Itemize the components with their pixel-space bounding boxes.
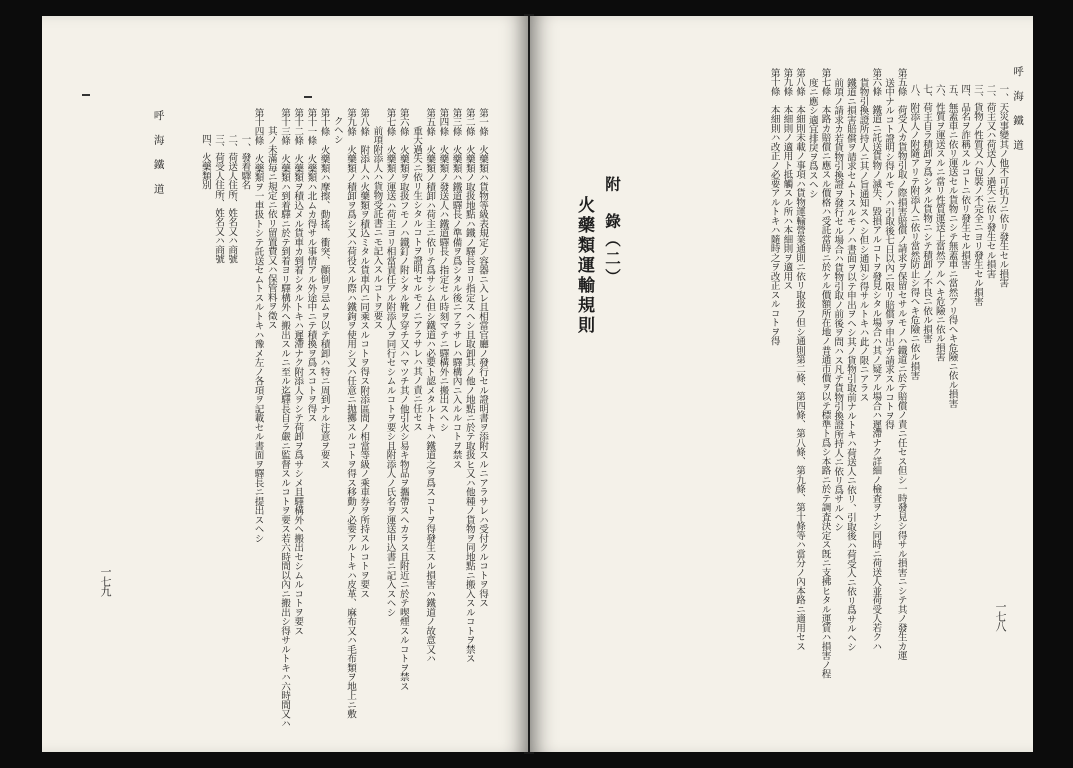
page-number: 一七九 <box>99 566 112 596</box>
text-column: 第六條 鐵道ニ託送貨物ノ滅失、毀損アルコトヲ發見シタル場合ハ其ノ疑アル場合ハ遲滯ナク詳細ノ檢査ヲナシ同時ニ荷送人並荷受人若クハ <box>870 68 882 651</box>
text-column: 五、無蓋車ニ依リ運送セル貨物ニシテ無蓋車ニ當然アリ得ヘキ危險ニ依ル損害 <box>946 84 958 408</box>
text-column: 八、附添人ノ附隨アリテ附添人ニ依リ當然防止シ得ヘキ危險ニ依ル損害 <box>908 84 920 380</box>
text-column: 七、荷主自ラ積卸ヲ爲シタル貨物ニシテ積卸ノ不良ニ依ル損害 <box>921 84 933 343</box>
text-column: 重大過失ニ依リ生シタルコトヲ證明セルモノニアラサレハ其ノ責ニ任セス <box>411 126 422 432</box>
text-column: 第七條 火藥類ノ運送ハ荷主ヨリ相當責任アル附添人ヲ同行セシムルコトヲ要シ且附添人ノ氏名ヲ運送申込書ニ記入スヘシ <box>384 108 396 617</box>
text-column: クヘシ <box>331 116 343 144</box>
text-column: 一、發着驛名 <box>239 134 251 190</box>
text-column: 前項ノ請求カ若貨物引換證ヲ發行セル場合ハ貨物引取ノ前後ヲ問ハス凡テ貨物引換證所持人ニ依リ爲サルヘシ <box>832 78 844 532</box>
text-column: 第十條 火藥類ハ摩擦、動搖、衝突、顚倒ヲ忌ムヲ以テ積卸ハ特ニ周到ナル注意ヲ要ス <box>318 108 330 469</box>
left-page <box>42 16 528 752</box>
text-column: 四、品名ヲ詐稱スルコトニ依リ發生セル損害 <box>959 84 971 269</box>
text-column: 鐵道ニ損害賠償ヲ請求セムトスルモノハ書面ヲ以テ申出ヲヘシ其ノ貨物引取前ナルトキハ荷送人ニ依リ、引取後ハ荷受人ニ依リ爲サルヘシ <box>844 78 856 652</box>
ink-mark <box>304 96 312 98</box>
text-column: 第十四條 火藥類ヲ一車扱トシテ託送セムトスルトキハ豫メ左ノ各項ヲ記載セル書面ヲ驛長ニ提出スヘシ <box>252 108 264 543</box>
text-column: 第十二條 火藥類ヲ積込メル貨車カ到着シタルトキハ遲滯ナク附添人ヲシテ荷卸ヲ爲サシメ且驛構外ヘ搬出セシムルコトヲ要ス <box>292 108 304 636</box>
text-column: 第八條 附添人ハ火藥類ヲ積込ミタル貨車內ニ同乘スルコトヲ得ス附添區間ノ相當等級ノ乘車券ヲ所持スルコトヲ要ス <box>358 108 370 599</box>
text-column: 第六條 火藥類ヲ取扱フモノハ鐵釘ノ附シタル靴ヲ穿チ又ハマツチ其ノ他引火シ易キ物品ヲ攜帶スヘカラス且附近ニ於テ喫煙スルコトヲ禁ス <box>397 108 409 691</box>
text-column: 第五條 火藥類ノ積卸ハ荷主ニ依リテ爲サシム但シ鐵道ハ必要ト認メタルトキハ鐵道之ヲ爲スコトヲ得發生スル損害ハ鐵道ノ故意又ハ <box>424 108 436 663</box>
text-column: 第五條 荷受人カ貨物引取ノ際損害賠償ノ請求ヲ保留セサルモノハ鐵道ニ於テ賠償ノ責ニ任セス但シ一時發見シ得サル損害ニシテ其ノ發生カ運 <box>895 68 907 660</box>
text-column: 二、荷主又ハ荷送人ノ過失ニ依リ發生セル損害 <box>984 84 996 279</box>
text-column: 貨物引換證所持人ニ其ノ旨通知スヘシ但シ通知シ得サルトキハ此ノ限ニアラス <box>857 78 869 402</box>
right-page <box>530 16 1033 752</box>
text-column: 呼 海 鐵 道 <box>1012 66 1024 151</box>
text-column: 第十條 本細則ハ改正ノ必要アルトキハ隨時之ヲ改正スルコトヲ得 <box>768 68 780 346</box>
text-column: 第三條 火藥類ハ鐵道驛長ノ準備ヲ爲シタル後ニアラサレハ驛構內ニ入ルルコトヲ禁ス <box>450 108 462 469</box>
text-column: 第一條 火藥類ハ貨物等級表規定ノ容器ニ入レ且相當官廳ノ發行セル證明書ヲ添附スルニアラサレハ受付クルコトヲ得ス <box>477 108 488 608</box>
text-column: 第十一條 火藥類ハ北ムカ得サル事情アル外途中ニテ積換ヲ爲スコトヲ得ス <box>305 108 317 423</box>
text-column: 前項附添人ハ貨物受託書ニモ記入スルコトヲ要ス <box>371 126 383 330</box>
ink-mark <box>82 94 90 96</box>
text-column: 第四條 火藥類ノ發送人ハ鐵道驛長ノ指定セル時刻マテニ驛構外ニ搬出スヘシ <box>437 108 449 432</box>
text-column: 第九條 本細則ノ適用ト抵觸スル所ハ本細則ヲ適用ス <box>781 68 793 290</box>
text-column: 第十三條 火藥類ハ到着驛ニ於テ到着ヨリ驛構外ヘ搬出スルニ至ル迄驛長自ラ嚴ニ監督スルコトヲ要ス若六時間以內ニ搬出シ得サルトキハ六時間又ハ <box>279 108 290 728</box>
text-column: 一、天災事變其ノ他不可抗力ニ依リ發生セル損害 <box>997 84 1009 288</box>
text-column: 送中ナルコト證明シ得ルモノハ引取後七日以內ニ限リ賠償ヲ申出テ請求スルコトヲ得 <box>883 78 894 430</box>
text-column: 呼 海 鐵 道 <box>152 110 165 195</box>
text-column: 第九條 火藥類ノ積卸ヲ爲シ又ハ荷役スル際ハ鐵鉤ヲ使用シ又ハ任意ニ抛擲スルコトヲ得ス移動ノ必要アルトキハ皮革、麻布又ハ毛布類ヲ地上ニ敷 <box>345 108 356 719</box>
text-column: 三、貨物ノ性質又ハ包裝ノ不完全ニヨリ發生セル損害 <box>971 84 983 306</box>
text-column: 第二條 火藥類ノ取扱地點ハ鐵ノ驛長ヨリ指定スヘシ且取卸其ノ他ノ地點ニ於テ取扱ヒ又ハ他種ノ貨物ヲ同地點ニ搬入スルコトヲ禁ス <box>463 108 475 663</box>
page-number: 一七八 <box>994 601 1007 631</box>
text-column: 度ニ應シ適宜排戾ヲ爲スヘシ <box>806 78 818 199</box>
text-column: 二、荷送人住所、姓名又ハ商號 <box>226 134 238 264</box>
text-column: 四、火藥類別 <box>199 134 211 190</box>
appendix-label: 附 錄（二） <box>603 176 622 287</box>
text-column: 三、荷受人住所、姓名又ハ商號 <box>213 134 224 264</box>
text-column: 其ノ未滿毎ニ規定ニ依リ留置費又ハ保管料ヲ徵ス <box>265 126 277 330</box>
appendix-title: 火藥類運輸規則 <box>574 196 594 336</box>
text-column: 第七條 本路カ賠償ニ應スル價格ハ受託當時ニ於ケル價額所在地ノ普通市價ヲ以テ標準ト爲シ本路ニ於テ調査決定ス旣ニ支拂ヒタル運賃ハ損害ノ程 <box>819 68 831 679</box>
text-column: 六、性質ヲ運送スルニ當リ性質運送上當然アルヘキ危險ニ依ル損害 <box>933 84 945 362</box>
text-column: 第八條 本細則未載ノ事項ハ貨物運輸營業通則ニ依リ取扱フ但シ通則第二條、第四條、第八條、第九條、第十條等ハ當分ノ內本路ニ適用セス <box>794 68 806 651</box>
